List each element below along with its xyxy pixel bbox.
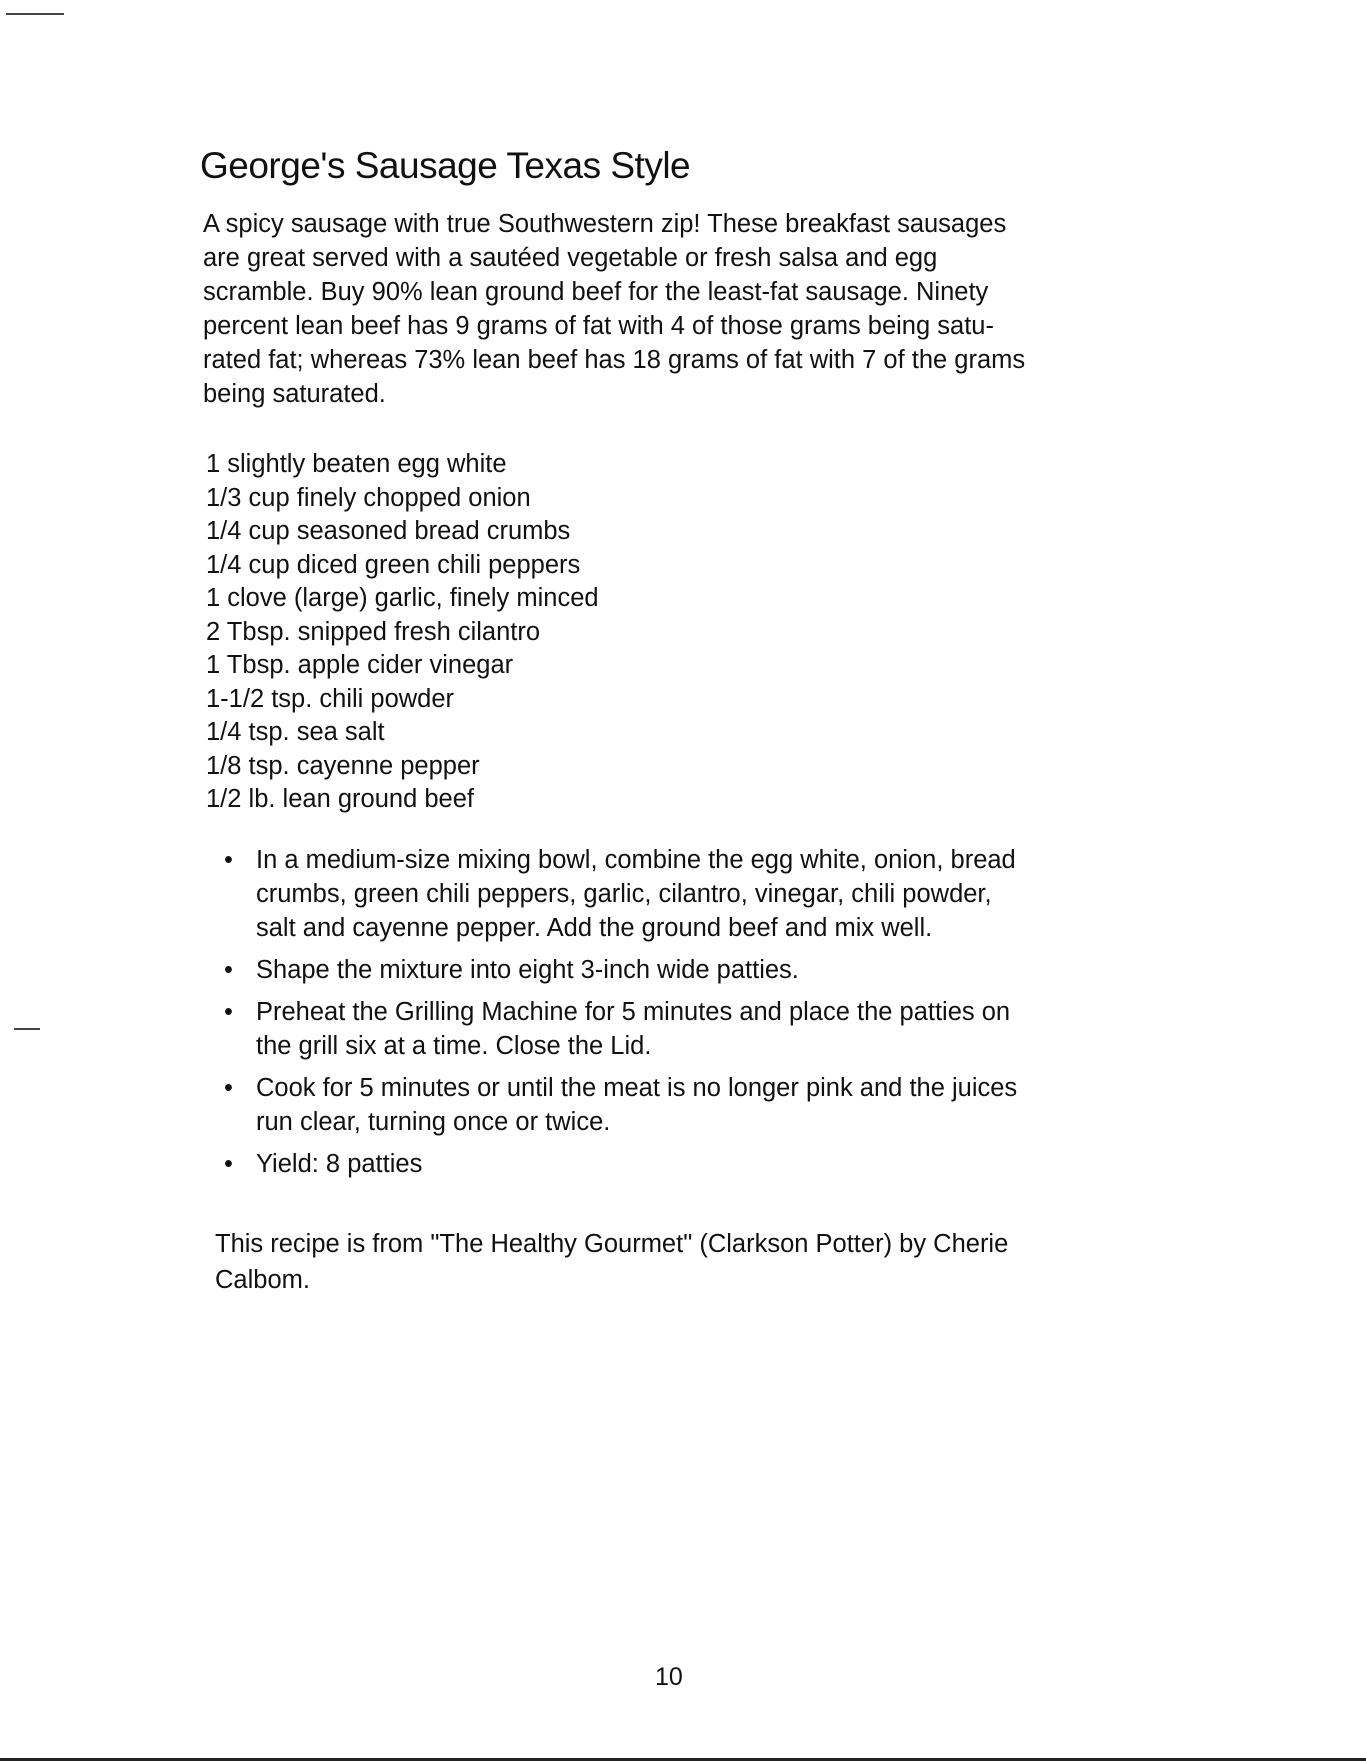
instruction-step [224, 1147, 1017, 1181]
step-line: crumbs, green chili peppers, garlic, cilantro, vinegar, chili powder, [256, 880, 992, 908]
step-line: Shape the mixture into eight 3-inch wide patties. [256, 956, 799, 984]
recipe-source-note [215, 1226, 1008, 1298]
ingredient-item: 1 clove (large) garlic, finely minced [206, 584, 599, 612]
step-line: Yield: 8 patties [256, 1150, 423, 1178]
ingredient-item: 1/4 cup diced green chili peppers [206, 550, 581, 579]
step-line: Cook for 5 minutes or until the meat is no longer pink and the juices [256, 1074, 1018, 1102]
ingredient-item: 1 Tbsp. apple cider vinegar [206, 651, 514, 679]
source-line: Calbom. [215, 1266, 310, 1294]
intro-line: A spicy sausage with true Southwestern zip! These breakfast sausages [203, 210, 1007, 238]
ingredient-item: 1/2 lb. lean ground beef [206, 785, 474, 813]
step-line: Preheat the Grilling Machine for 5 minutes and place the patties on [256, 998, 1011, 1026]
source-line: This recipe is from "The Healthy Gourmet" (Clarkson Potter) by Cherie [215, 1230, 1009, 1258]
instruction-step [224, 995, 1017, 1063]
intro-line: percent lean beef has 9 grams of fat with 4 of those grams being satu- [203, 312, 994, 340]
recipe-intro [203, 207, 1123, 411]
page-number: 10 [655, 1663, 683, 1691]
ingredient-item: 1/4 tsp. sea salt [206, 718, 385, 746]
ingredient-item: 1/4 cup seasoned bread crumbs [206, 517, 571, 545]
step-line: In a medium-size mixing bowl, combine the egg white, onion, bread [256, 846, 1016, 874]
instruction-list [224, 843, 1017, 1189]
recipe-title: George's Sausage Texas Style [200, 145, 691, 186]
step-line: salt and cayenne pepper. Add the ground beef and mix well. [256, 914, 933, 942]
step-line: the grill six at a time. Close the Lid. [256, 1032, 652, 1060]
intro-line: rated fat; whereas 73% lean beef has 18 grams of fat with 7 of the grams [203, 346, 1026, 374]
step-line: run clear, turning once or twice. [256, 1108, 611, 1136]
bullet-icon: • [224, 1150, 233, 1178]
bullet-icon: • [224, 846, 233, 874]
intro-line: scramble. Buy 90% lean ground beef for the least-fat sausage. Ninety [203, 278, 989, 306]
ingredient-item: 1 slightly beaten egg white [206, 450, 507, 478]
ingredient-item: 1/8 tsp. cayenne pepper [206, 751, 480, 780]
intro-line: are great served with a sautéed vegetable or fresh salsa and egg [203, 244, 938, 272]
instruction-step [224, 953, 1017, 987]
ingredient-list [206, 448, 599, 817]
instruction-step [224, 1071, 1017, 1139]
ingredient-item: 1/3 cup finely chopped onion [206, 483, 531, 512]
bullet-icon: • [224, 998, 233, 1026]
scan-artifact-top-left [6, 13, 64, 15]
ingredient-item: 2 Tbsp. snipped fresh cilantro [206, 617, 541, 646]
bullet-icon: • [224, 956, 233, 984]
instruction-step [224, 843, 1017, 945]
intro-line: being saturated. [203, 380, 386, 408]
bullet-icon: • [224, 1074, 233, 1102]
ingredient-item: 1-1/2 tsp. chili powder [206, 684, 455, 713]
scan-artifact-left-margin [14, 1028, 40, 1030]
